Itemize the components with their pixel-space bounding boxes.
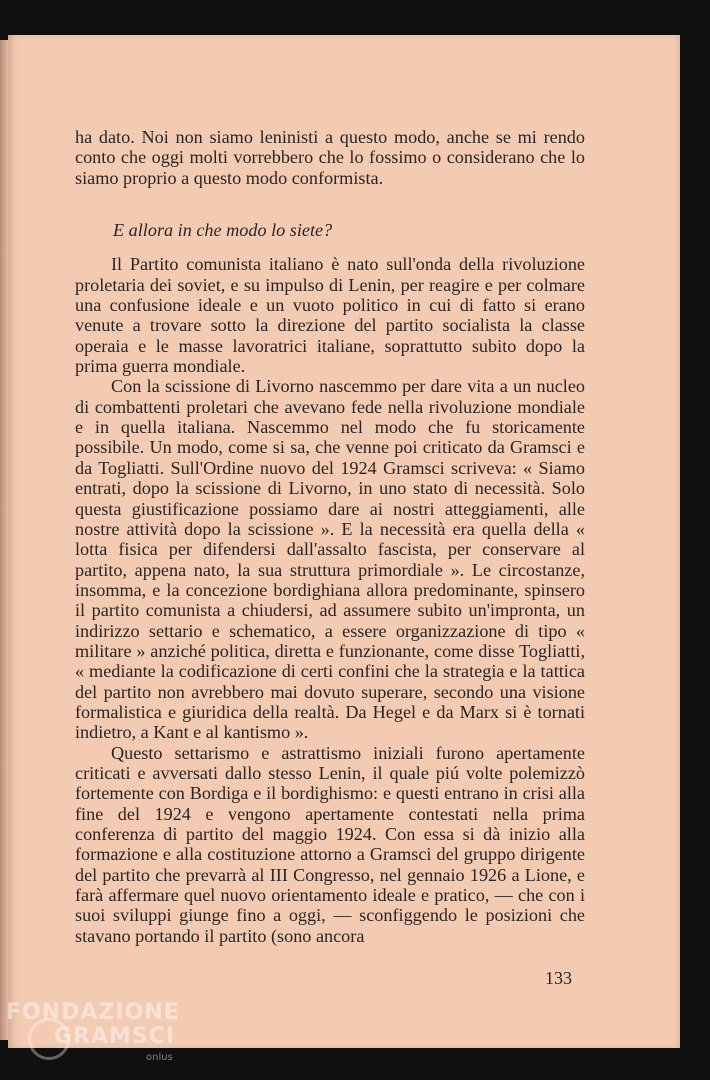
page-text [75,127,585,946]
watermark-suffix: onlus [146,1052,173,1063]
paragraph: Il Partito comunista italiano è nato sull'onda della rivoluzione proletaria dei soviet, e su impulso di Lenin, per reagire e per colmare una confusione ideale e un vuoto politico in cui di fatto si erano venute a trovare sotto la direzione del partito socialista la classe operaia e le masse lavoratrici italiane, soprattutto subito dopo la prima guerra mondiale. [75,254,585,377]
interview-question: E allora in che modo lo siete? [113,220,333,241]
page-number: 133 [545,968,572,988]
page-edge [0,40,8,1040]
watermark-line2: GRAMSCI [54,1024,176,1049]
watermark-logo [6,1000,206,1080]
paragraph: Con la scissione di Livorno nascemmo per dare vita a un nucleo di combattenti proletari che avevano fede nella rivoluzione mondiale e in quella italiana. Nascemmo nel modo che fu storicamente possibile. Un modo, come si sa, che venne poi criticato da Gramsci e da Togliatti. Sull'Ordine nuovo del 1924 Gramsci scriveva: « Siamo entrati, dopo la scissione di Livorno, in uno stato di necessità. Solo questa giustificazione possiamo dare ai nostri atteggiamenti, alle nostre attività dopo la scissione ». E la necessità era quella della « lotta fisica per difendersi dall'assalto fascista, per conservare al partito, appena nato, la sua struttura primordiale ». Le circostanze, insomma, e la concezione bordighiana allora predominante, spinsero il partito comunista a chiudersi, ad assumere subito un'impronta, un indirizzo settario e schematico, a essere organizzazione di tipo « militare » anziché politica, diretta e funzionante, come disse Togliatti, « mediante la codificazione di certi confini che la strategia e la tattica del partito non avrebbero mai dovuto superare, secondo una visione formalistica e giuridica della realtà. Da Hegel e da Marx si è tornati indietro, a Kant e al kantismo ». [75,376,585,743]
watermark-line1: FONDAZIONE [6,1000,180,1025]
paragraph: Questo settarismo e astrattismo iniziali furono apertamente criticati e avversati dallo stesso Lenin, il quale piú volte polemizzò fortemente con Bordiga e il bordighismo: e questi entrano in crisi alla fine del 1924 e vengono apertamente contestati nella prima conferenza di partito del maggio 1924. Con essa si dà inizio alla formazione e alla costituzione attorno a Gramsci del gruppo dirigente del partito che prevarrà al III Congresso, nel gennaio 1926 a Lione, e farà affermare quel nuovo orientamento ideale e pratico, — che con i suoi sviluppi giunge fino a oggi, — sconfiggendo le posizioni che stavano portando il partito (sono ancora [75,742,585,946]
paragraph-continuation: ha dato. Noi non siamo leninisti a questo modo, anche se mi rendo conto che oggi molti vorrebbero che lo fossimo o considerano che lo siamo proprio a questo modo conformista. [75,127,585,188]
